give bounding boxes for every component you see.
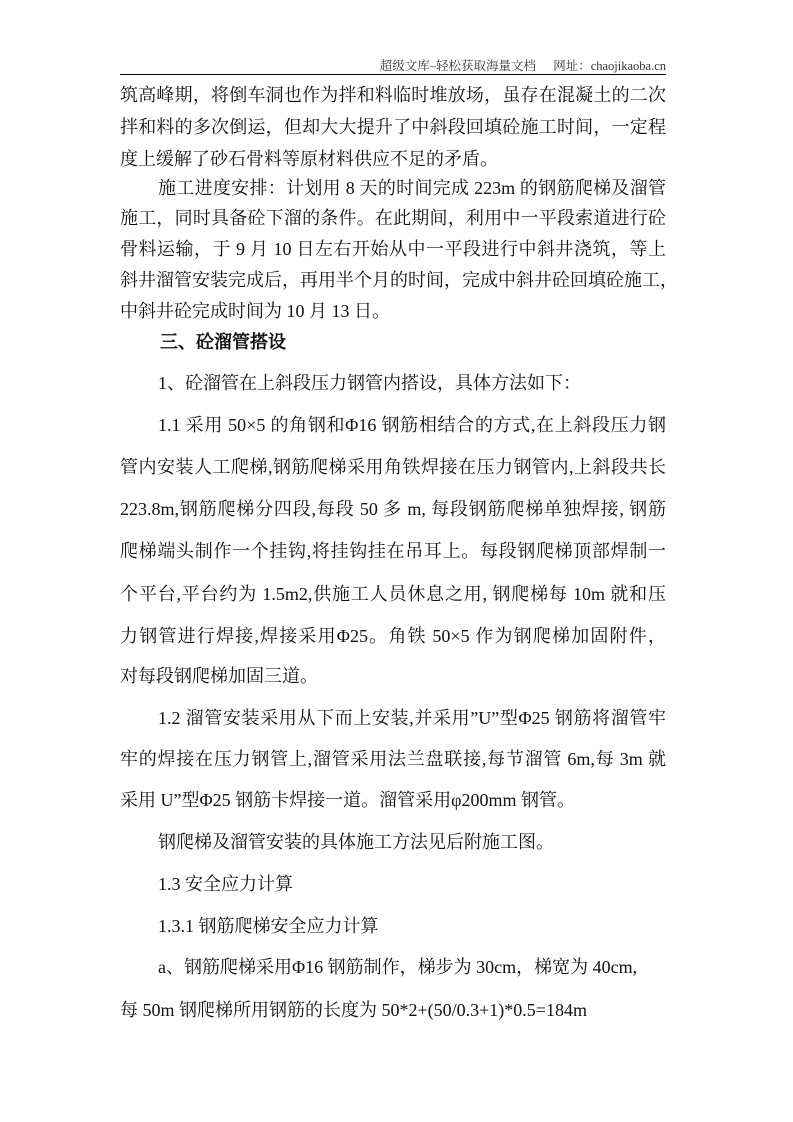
text-line: 施工进度安排：计划用 8 天的时间完成 223m 的钢筋爬梯及溜管 [158, 178, 666, 198]
text-line: 爬梯端头制作一个挂钩,将挂钩挂在吊耳上。每段钢爬梯顶部焊制一 [120, 541, 666, 561]
text-line: 1、砼溜管在上斜段压力钢管内搭设，具体方法如下： [158, 373, 581, 393]
page-header [120, 56, 666, 74]
text-line: 个平台,平台约为 1.5m2,供施工人员休息之用, 钢爬梯每 10m 就和压 [120, 584, 666, 604]
subheading: 1.3 安全应力计算 [158, 874, 293, 894]
text-line: 钢爬梯及溜管安装的具体施工方法见后附施工图。 [158, 832, 554, 852]
text-line: 采用 U”型Φ25 钢筋卡焊接一道。溜管采用φ200mm 钢管。 [120, 790, 576, 810]
text-line: 拌和料的多次倒运，但却大大提升了中斜段回填砼施工时间，一定程 [120, 117, 666, 137]
header-divider [120, 74, 666, 75]
text-line: 施工，同时具备砼下溜的条件。在此期间，利用中一平段索道进行砼 [120, 208, 666, 228]
text-line: 筑高峰期，将倒车洞也作为拌和料临时堆放场，虽存在混凝土的二次 [120, 85, 666, 105]
text-line: 每 50m 钢爬梯所用钢筋的长度为 50*2+(50/0.3+1)*0.5=184m [120, 1000, 587, 1020]
text-line: 223.8m,钢筋爬梯分四段,每段 50 多 m, 每段钢筋爬梯单独焊接, 钢筋 [120, 499, 666, 519]
subheading: 1.3.1 钢筋爬梯安全应力计算 [158, 916, 379, 936]
text-line: 力钢管进行焊接,焊接采用Φ25。角铁 50×5 作为钢爬梯加固附件， [120, 626, 666, 646]
text-line: 1.2 溜管安装采用从下而上安装,并采用”U”型Φ25 钢筋将溜管牢 [158, 708, 666, 728]
text-line: 中斜井砼完成时间为 10 月 13 日。 [120, 301, 390, 321]
text-line: 牢的焊接在压力钢管上,溜管采用法兰盘联接,每节溜管 6m,每 3m 就 [120, 749, 666, 769]
header-url: 网址：chaojikaoba.cn [553, 59, 666, 73]
text-line: a、钢筋爬梯采用Φ16 钢筋制作，梯步为 30cm，梯宽为 40cm, [158, 957, 638, 977]
section-heading: 三、砼溜管搭设 [160, 332, 286, 352]
text-line: 管内安装人工爬梯,钢筋爬梯采用角铁焊接在压力钢管内,上斜段共长 [120, 457, 666, 477]
header-site-name: 超级文库–轻松获取海量文档 [379, 59, 537, 73]
text-line: 度上缓解了砂石骨料等原材料供应不足的矛盾。 [120, 149, 498, 169]
text-line: 1.1 采用 50×5 的角钢和Φ16 钢筋相结合的方式,在上斜段压力钢 [158, 415, 666, 435]
text-line: 对每段钢爬梯加固三道。 [120, 666, 318, 686]
text-line: 骨料运输，于 9 月 10 日左右开始从中一平段进行中斜井浇筑，等上 [120, 239, 666, 259]
text-line: 斜井溜管安装完成后，再用半个月的时间，完成中斜井砼回填砼施工， [120, 270, 678, 290]
